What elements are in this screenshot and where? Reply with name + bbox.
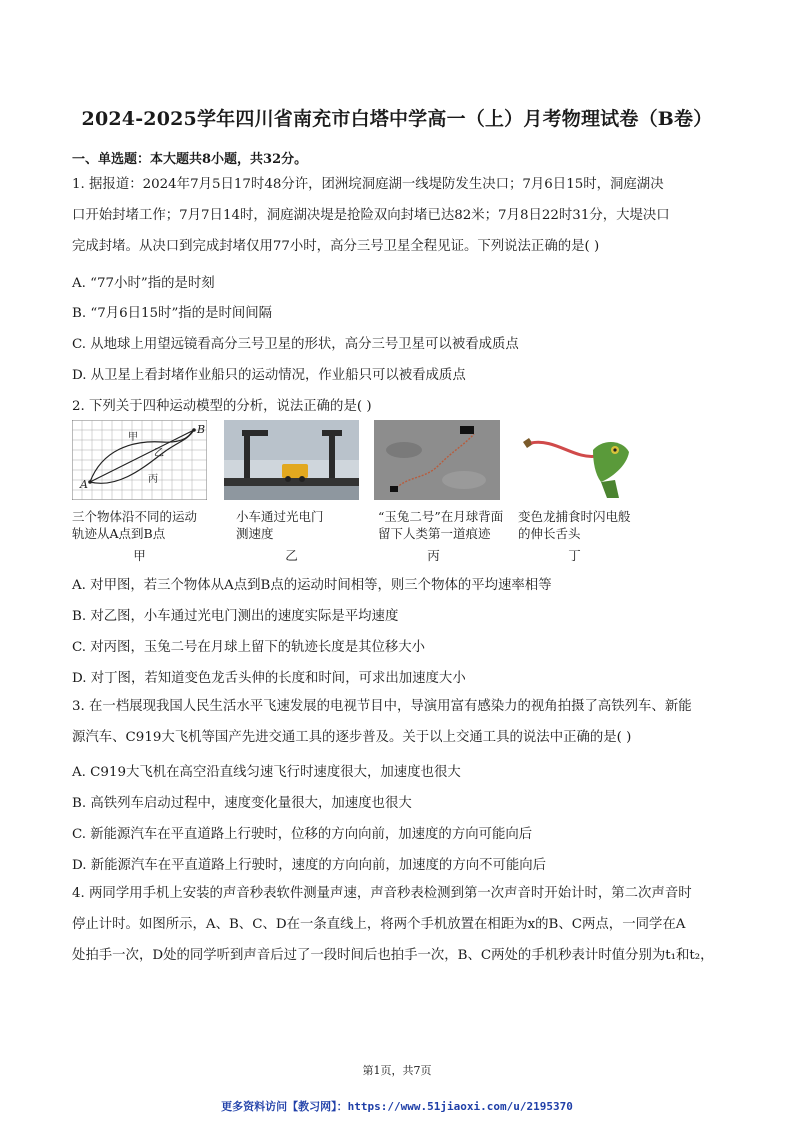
figure-jia-caption-2: 轨迹从A点到B点 <box>72 526 166 541</box>
figure-yi-caption-1: 小车通过光电门 <box>236 509 324 524</box>
photogate-image <box>224 420 359 500</box>
q1-line-2: 口开始封堵工作；7月7日14时，洞庭湖决堤是抢险双向封堵已达82米；7月8日22时31分，大堤决口 <box>72 208 670 223</box>
grid-trajectory-image <box>72 420 207 500</box>
q2-stem: 2. 下列关于四种运动模型的分析，说法正确的是( ) <box>72 399 372 414</box>
figure-jia-label: 甲 <box>133 548 146 563</box>
figure-bing <box>374 420 509 500</box>
fig-path-yi: 乙 <box>154 448 164 459</box>
figure-bing-caption-1: “玉兔二号”在月球背面 <box>378 509 504 524</box>
figure-bing-caption-2: 留下人类第一道痕迹 <box>378 526 491 541</box>
q1-option-d: D. 从卫星上看封堵作业船只的运动情况，作业船只可以被看成质点 <box>72 368 466 383</box>
q3-option-d: D. 新能源汽车在平直道路上行驶时，速度的方向向前，加速度的方向不可能向后 <box>72 858 547 873</box>
figure-yi-caption-2: 测速度 <box>236 526 274 541</box>
figure-jia-caption <box>72 508 207 542</box>
moon-rover-track-image <box>374 420 500 500</box>
fig-point-a: A <box>80 478 88 491</box>
q3-line-1: 3. 在一档展现我国人民生活水平飞速发展的电视节目中，导演用富有感染力的视角拍摄了高铁列车、新能 <box>72 699 692 714</box>
figure-bing-label: 丙 <box>427 548 440 563</box>
fig-point-b: B <box>197 423 206 436</box>
q1-line-1: 1. 据报道：2024年7月5日17时48分许，团洲垸洞庭湖一线堤防发生决口；7月6日15时，洞庭湖决 <box>72 177 664 192</box>
figure-ding-caption-2: 的伸长舌头 <box>518 526 581 541</box>
resource-link[interactable]: 更多资料访问【教习网】：https://www.51jiaoxi.com/u/2195370 <box>221 1100 573 1113</box>
q4-line-3: 处拍手一次，D处的同学听到声音后过了一段时间后也拍手一次，B、C两处的手机秒表计时值分别为t₁和t₂， <box>72 948 714 963</box>
q1-option-c: C. 从地球上用望远镜看高分三号卫星的形状，高分三号卫星可以被看成质点 <box>72 337 519 352</box>
figure-yi-caption <box>236 508 371 542</box>
q2-option-c: C. 对丙图，玉兔二号在月球上留下的轨迹长度是其位移大小 <box>72 640 426 655</box>
figure-bing-caption <box>378 508 513 542</box>
q1-line-3: 完成封堵。从决口到完成封堵仅用77小时，高分三号卫星全程见证。下列说法正确的是( ) <box>72 239 600 254</box>
chameleon-image <box>515 420 635 500</box>
figure-jia-caption-1: 三个物体沿不同的运动 <box>72 509 198 524</box>
q3-option-c: C. 新能源汽车在平直道路上行驶时，位移的方向向前，加速度的方向可能向后 <box>72 827 533 842</box>
q2-option-d: D. 对丁图，若知道变色龙舌头伸的长度和时间，可求出加速度大小 <box>72 671 466 686</box>
figure-ding-caption <box>518 508 653 542</box>
q2-option-b: B. 对乙图，小车通过光电门测出的速度实际是平均速度 <box>72 609 399 624</box>
page-title: 2024-2025学年四川省南充市白塔中学高一（上）月考物理试卷（B卷） <box>81 108 713 130</box>
fig-path-jia: 甲 <box>128 432 138 443</box>
q1-option-b: B. “7月6日15时”指的是时间间隔 <box>72 306 273 321</box>
figure-ding-label: 丁 <box>568 548 581 563</box>
figure-yi <box>224 420 359 500</box>
q4-line-1: 4. 两同学用手机上安装的声音秒表软件测量声速，声音秒表检测到第一次声音时开始计时，第二次声音时 <box>72 886 692 901</box>
figure-ding <box>515 420 650 500</box>
q4-line-2: 停止计时。如图所示，A、B、C、D在一条直线上，将两个手机放置在相距为x的B、C两点，一同学在A <box>72 917 686 932</box>
figure-ding-caption-1: 变色龙捕食时闪电般 <box>518 509 631 524</box>
q2-figure-row <box>72 420 732 570</box>
figure-jia <box>72 420 207 500</box>
figure-yi-label: 乙 <box>285 548 298 563</box>
fig-path-bing: 丙 <box>148 474 158 485</box>
q3-option-b: B. 高铁列车启动过程中，速度变化量很大，加速度也很大 <box>72 796 412 811</box>
q3-line-2: 源汽车、C919大飞机等国产先进交通工具的逐步普及。关于以上交通工具的说法中正确的是( ) <box>72 730 632 745</box>
section-heading: 一、单选题：本大题共8小题，共32分。 <box>72 152 308 167</box>
q3-option-a: A. C919大飞机在高空沿直线匀速飞行时速度很大，加速度也很大 <box>72 765 461 780</box>
q1-option-a: A. “77小时”指的是时刻 <box>72 276 215 291</box>
q2-option-a: A. 对甲图，若三个物体从A点到B点的运动时间相等，则三个物体的平均速率相等 <box>72 578 552 593</box>
page-number: 第1页，共7页 <box>362 1064 432 1077</box>
